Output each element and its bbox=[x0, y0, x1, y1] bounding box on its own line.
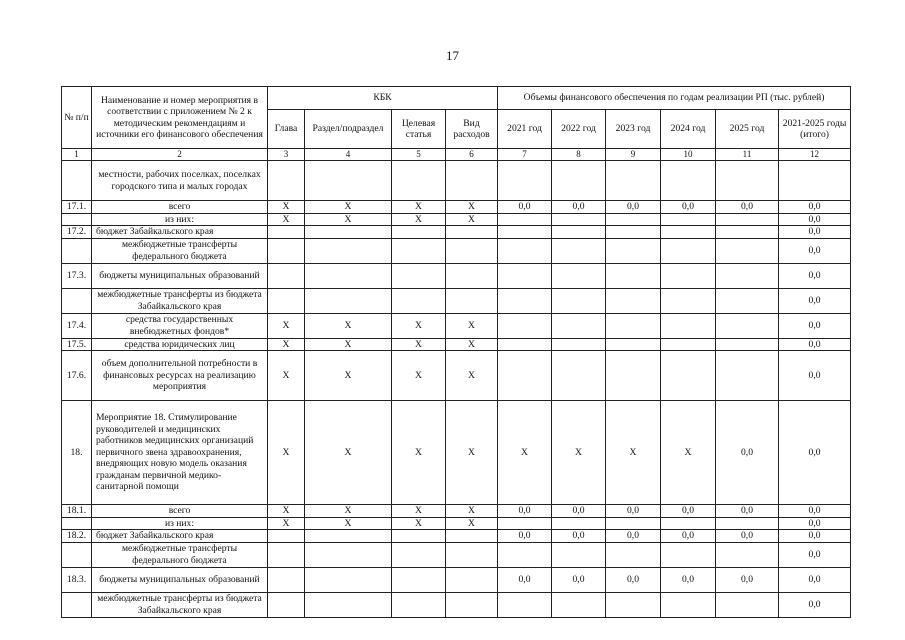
row-cell bbox=[661, 263, 716, 288]
row-cell bbox=[392, 592, 446, 617]
row-name: межбюджетные трансферты федерального бюджета bbox=[92, 542, 268, 567]
row-cell bbox=[305, 288, 392, 313]
row-cell: 0,0 bbox=[779, 201, 851, 214]
row-cell bbox=[716, 592, 779, 617]
row-cell: X bbox=[268, 401, 305, 505]
row-cell bbox=[716, 288, 779, 313]
row-name: местности, рабочих поселках, поселках городского типа и малых городах bbox=[92, 161, 268, 201]
row-number: 17.5. bbox=[62, 338, 92, 351]
table-row bbox=[62, 288, 851, 313]
row-cell bbox=[392, 567, 446, 592]
row-cell: X bbox=[268, 338, 305, 351]
row-cell: X bbox=[392, 213, 446, 226]
row-number: 18.1. bbox=[62, 505, 92, 518]
row-cell: X bbox=[446, 201, 498, 214]
header-vid: Вид расходов bbox=[446, 110, 498, 149]
row-cell bbox=[446, 530, 498, 543]
row-cell: X bbox=[446, 401, 498, 505]
row-cell bbox=[552, 161, 606, 201]
row-cell: 0,0 bbox=[661, 567, 716, 592]
row-cell bbox=[552, 313, 606, 338]
row-name: Мероприятие 18. Стимулирование руководителей и медицинских работников медицинских организаций первичного звена здравоохранения, внедряющих новую модель оказания гражданам первичной медико-санитарной помощи bbox=[92, 401, 268, 505]
row-cell bbox=[498, 313, 552, 338]
row-cell: 0,0 bbox=[498, 567, 552, 592]
row-cell bbox=[446, 238, 498, 263]
row-cell bbox=[661, 542, 716, 567]
row-cell bbox=[268, 161, 305, 201]
row-cell: X bbox=[446, 517, 498, 530]
row-cell bbox=[552, 517, 606, 530]
row-cell: X bbox=[498, 401, 552, 505]
row-cell bbox=[392, 288, 446, 313]
row-cell: X bbox=[446, 505, 498, 518]
row-cell bbox=[446, 567, 498, 592]
row-cell bbox=[498, 226, 552, 239]
row-cell bbox=[606, 313, 661, 338]
row-name: из них: bbox=[92, 517, 268, 530]
col-number: 12 bbox=[779, 149, 851, 161]
row-number bbox=[62, 288, 92, 313]
row-cell: 0,0 bbox=[779, 351, 851, 401]
row-cell bbox=[498, 517, 552, 530]
row-cell bbox=[498, 238, 552, 263]
row-cell: 0,0 bbox=[779, 542, 851, 567]
row-cell bbox=[268, 530, 305, 543]
row-cell: X bbox=[268, 313, 305, 338]
row-cell: X bbox=[392, 401, 446, 505]
row-cell: 0,0 bbox=[779, 401, 851, 505]
row-cell bbox=[552, 213, 606, 226]
row-cell bbox=[268, 263, 305, 288]
row-cell bbox=[392, 530, 446, 543]
row-cell: 0,0 bbox=[661, 505, 716, 518]
row-cell: X bbox=[268, 201, 305, 214]
row-cell: 0,0 bbox=[716, 505, 779, 518]
table-row bbox=[62, 263, 851, 288]
row-cell bbox=[606, 351, 661, 401]
header-total: 2021-2025 годы (итого) bbox=[779, 110, 851, 149]
header-volumes: Объемы финансового обеспечения по годам реализации РП (тыс. рублей) bbox=[498, 87, 851, 110]
row-cell: 0,0 bbox=[606, 530, 661, 543]
row-cell bbox=[779, 161, 851, 201]
row-cell bbox=[606, 517, 661, 530]
row-cell bbox=[498, 213, 552, 226]
row-cell: 0,0 bbox=[606, 567, 661, 592]
row-cell bbox=[552, 263, 606, 288]
row-cell bbox=[606, 161, 661, 201]
row-cell: 0,0 bbox=[779, 313, 851, 338]
row-cell bbox=[268, 592, 305, 617]
row-cell bbox=[716, 238, 779, 263]
row-cell: 0,0 bbox=[779, 567, 851, 592]
row-cell: X bbox=[392, 517, 446, 530]
row-cell bbox=[305, 226, 392, 239]
row-cell bbox=[552, 238, 606, 263]
row-cell bbox=[716, 313, 779, 338]
row-cell: X bbox=[305, 351, 392, 401]
col-number: 9 bbox=[606, 149, 661, 161]
table-row bbox=[62, 161, 851, 201]
row-cell bbox=[716, 351, 779, 401]
row-name: из них: bbox=[92, 213, 268, 226]
row-cell bbox=[661, 351, 716, 401]
row-cell bbox=[305, 238, 392, 263]
row-name: всего bbox=[92, 505, 268, 518]
row-cell: X bbox=[392, 351, 446, 401]
row-cell bbox=[305, 161, 392, 201]
row-number bbox=[62, 238, 92, 263]
row-cell: X bbox=[268, 351, 305, 401]
row-cell bbox=[446, 592, 498, 617]
table-row bbox=[62, 401, 851, 505]
row-cell bbox=[661, 338, 716, 351]
row-cell bbox=[661, 313, 716, 338]
row-cell: X bbox=[446, 338, 498, 351]
row-cell: X bbox=[305, 517, 392, 530]
row-cell bbox=[268, 567, 305, 592]
col-number: 10 bbox=[661, 149, 716, 161]
row-cell: X bbox=[392, 313, 446, 338]
col-number: 11 bbox=[716, 149, 779, 161]
row-cell: 0,0 bbox=[552, 567, 606, 592]
row-name: межбюджетные трансферты из бюджета Забайкальского края bbox=[92, 288, 268, 313]
column-number-row bbox=[62, 149, 851, 161]
row-cell: X bbox=[305, 201, 392, 214]
row-cell bbox=[392, 161, 446, 201]
row-cell: 0,0 bbox=[716, 201, 779, 214]
row-number: 18. bbox=[62, 401, 92, 505]
header-2021: 2021 год bbox=[498, 110, 552, 149]
row-cell: 0,0 bbox=[716, 567, 779, 592]
row-cell: X bbox=[268, 517, 305, 530]
page-number: 17 bbox=[446, 48, 459, 63]
row-cell bbox=[498, 338, 552, 351]
row-cell: 0,0 bbox=[498, 530, 552, 543]
row-cell: X bbox=[446, 313, 498, 338]
row-cell bbox=[498, 161, 552, 201]
row-cell bbox=[305, 592, 392, 617]
row-number: 18.3. bbox=[62, 567, 92, 592]
row-cell: 0,0 bbox=[779, 238, 851, 263]
row-number bbox=[62, 161, 92, 201]
row-cell bbox=[305, 263, 392, 288]
row-cell: 0,0 bbox=[779, 530, 851, 543]
row-cell: X bbox=[305, 338, 392, 351]
row-cell: X bbox=[392, 505, 446, 518]
row-number bbox=[62, 213, 92, 226]
financing-table bbox=[61, 86, 851, 618]
row-number bbox=[62, 517, 92, 530]
row-cell bbox=[661, 592, 716, 617]
col-number: 7 bbox=[498, 149, 552, 161]
table-body bbox=[62, 161, 851, 618]
row-cell: 0,0 bbox=[606, 505, 661, 518]
row-number: 17.4. bbox=[62, 313, 92, 338]
row-cell bbox=[716, 517, 779, 530]
row-cell bbox=[661, 161, 716, 201]
row-cell bbox=[716, 213, 779, 226]
row-cell: X bbox=[446, 213, 498, 226]
row-cell: X bbox=[661, 401, 716, 505]
row-cell: X bbox=[392, 201, 446, 214]
row-cell bbox=[661, 517, 716, 530]
row-cell bbox=[268, 542, 305, 567]
row-cell bbox=[716, 161, 779, 201]
table-row bbox=[62, 542, 851, 567]
row-name: объем дополнительной потребности в финансовых ресурсах на реализацию мероприятия bbox=[92, 351, 268, 401]
row-cell: X bbox=[268, 213, 305, 226]
row-name: средства юридических лиц bbox=[92, 338, 268, 351]
table-row bbox=[62, 201, 851, 214]
row-cell: 0,0 bbox=[498, 505, 552, 518]
row-cell: 0,0 bbox=[716, 530, 779, 543]
row-cell bbox=[606, 542, 661, 567]
row-cell: 0,0 bbox=[661, 530, 716, 543]
row-number: 17.6. bbox=[62, 351, 92, 401]
row-cell: 0,0 bbox=[779, 213, 851, 226]
row-name: бюджеты муниципальных образований bbox=[92, 567, 268, 592]
row-cell: 0,0 bbox=[779, 288, 851, 313]
row-cell bbox=[606, 226, 661, 239]
row-cell: 0,0 bbox=[552, 530, 606, 543]
row-cell: 0,0 bbox=[779, 592, 851, 617]
table-row bbox=[62, 351, 851, 401]
row-cell: 0,0 bbox=[498, 201, 552, 214]
row-cell bbox=[446, 263, 498, 288]
table-row bbox=[62, 567, 851, 592]
header-kbk: КБК bbox=[268, 87, 498, 110]
col-number: 5 bbox=[392, 149, 446, 161]
row-cell bbox=[268, 288, 305, 313]
row-cell bbox=[606, 213, 661, 226]
row-cell bbox=[606, 592, 661, 617]
row-name: межбюджетные трансферты из бюджета Забайкальского края bbox=[92, 592, 268, 617]
row-cell bbox=[552, 226, 606, 239]
row-cell: 0,0 bbox=[779, 226, 851, 239]
table-row bbox=[62, 592, 851, 617]
row-cell bbox=[446, 542, 498, 567]
row-cell bbox=[268, 226, 305, 239]
row-cell bbox=[392, 238, 446, 263]
table-row bbox=[62, 213, 851, 226]
row-cell: X bbox=[392, 338, 446, 351]
row-name: бюджет Забайкальского края bbox=[92, 530, 268, 543]
row-cell: X bbox=[305, 505, 392, 518]
row-cell: 0,0 bbox=[661, 201, 716, 214]
row-cell bbox=[552, 351, 606, 401]
row-cell bbox=[392, 542, 446, 567]
row-cell bbox=[498, 263, 552, 288]
col-number: 2 bbox=[92, 149, 268, 161]
row-cell bbox=[392, 263, 446, 288]
table-row bbox=[62, 226, 851, 239]
row-number: 17.3. bbox=[62, 263, 92, 288]
row-cell: X bbox=[446, 351, 498, 401]
row-cell bbox=[552, 288, 606, 313]
table-row bbox=[62, 313, 851, 338]
col-number: 3 bbox=[268, 149, 305, 161]
row-cell: 0,0 bbox=[779, 263, 851, 288]
row-number bbox=[62, 542, 92, 567]
col-number: 8 bbox=[552, 149, 606, 161]
row-cell bbox=[716, 338, 779, 351]
header-celevaya: Целевая статья bbox=[392, 110, 446, 149]
row-cell: X bbox=[552, 401, 606, 505]
row-cell bbox=[446, 226, 498, 239]
row-cell bbox=[552, 592, 606, 617]
row-cell bbox=[661, 288, 716, 313]
table-row bbox=[62, 517, 851, 530]
row-cell bbox=[606, 263, 661, 288]
row-cell: X bbox=[305, 213, 392, 226]
row-number bbox=[62, 592, 92, 617]
row-cell: 0,0 bbox=[779, 517, 851, 530]
row-number: 18.2. bbox=[62, 530, 92, 543]
row-cell bbox=[716, 263, 779, 288]
col-number: 1 bbox=[62, 149, 92, 161]
row-cell bbox=[446, 288, 498, 313]
header-2022: 2022 год bbox=[552, 110, 606, 149]
table-row bbox=[62, 238, 851, 263]
row-cell bbox=[661, 238, 716, 263]
row-cell bbox=[498, 542, 552, 567]
row-cell: X bbox=[305, 313, 392, 338]
row-cell: 0,0 bbox=[552, 505, 606, 518]
row-cell bbox=[606, 238, 661, 263]
row-cell bbox=[716, 542, 779, 567]
row-cell bbox=[498, 351, 552, 401]
row-cell: 0,0 bbox=[606, 201, 661, 214]
row-cell bbox=[498, 592, 552, 617]
row-cell bbox=[392, 226, 446, 239]
header-razdel: Раздел/подраздел bbox=[305, 110, 392, 149]
row-cell: 0,0 bbox=[716, 401, 779, 505]
row-cell bbox=[498, 288, 552, 313]
row-cell: X bbox=[268, 505, 305, 518]
row-cell bbox=[716, 226, 779, 239]
row-cell bbox=[268, 238, 305, 263]
row-cell bbox=[305, 567, 392, 592]
row-name: бюджет Забайкальского края bbox=[92, 226, 268, 239]
row-name: всего bbox=[92, 201, 268, 214]
row-cell bbox=[305, 542, 392, 567]
row-cell: 0,0 bbox=[779, 338, 851, 351]
row-cell bbox=[661, 213, 716, 226]
table-row bbox=[62, 530, 851, 543]
col-number: 4 bbox=[305, 149, 392, 161]
row-cell: X bbox=[606, 401, 661, 505]
row-cell bbox=[446, 161, 498, 201]
row-number: 17.1. bbox=[62, 201, 92, 214]
row-name: бюджеты муниципальных образований bbox=[92, 263, 268, 288]
row-number: 17.2. bbox=[62, 226, 92, 239]
row-cell: 0,0 bbox=[552, 201, 606, 214]
row-cell bbox=[606, 338, 661, 351]
row-name: межбюджетные трансферты федерального бюджета bbox=[92, 238, 268, 263]
row-cell bbox=[552, 338, 606, 351]
header-2025: 2025 год bbox=[716, 110, 779, 149]
row-cell bbox=[661, 226, 716, 239]
row-cell bbox=[606, 288, 661, 313]
col-number: 6 bbox=[446, 149, 498, 161]
header-glava: Глава bbox=[268, 110, 305, 149]
row-cell: X bbox=[305, 401, 392, 505]
row-cell bbox=[552, 542, 606, 567]
row-cell bbox=[305, 530, 392, 543]
header-2024: 2024 год bbox=[661, 110, 716, 149]
header-name: Наименование и номер мероприятия в соответствии с приложением № 2 к методическим рекомендациям и источники его финансового обеспечения bbox=[92, 87, 268, 149]
row-cell: 0,0 bbox=[779, 505, 851, 518]
table-row bbox=[62, 505, 851, 518]
header-num: № п/п bbox=[62, 87, 92, 149]
header-2023: 2023 год bbox=[606, 110, 661, 149]
table-row bbox=[62, 338, 851, 351]
row-name: средства государственных внебюджетных фондов* bbox=[92, 313, 268, 338]
